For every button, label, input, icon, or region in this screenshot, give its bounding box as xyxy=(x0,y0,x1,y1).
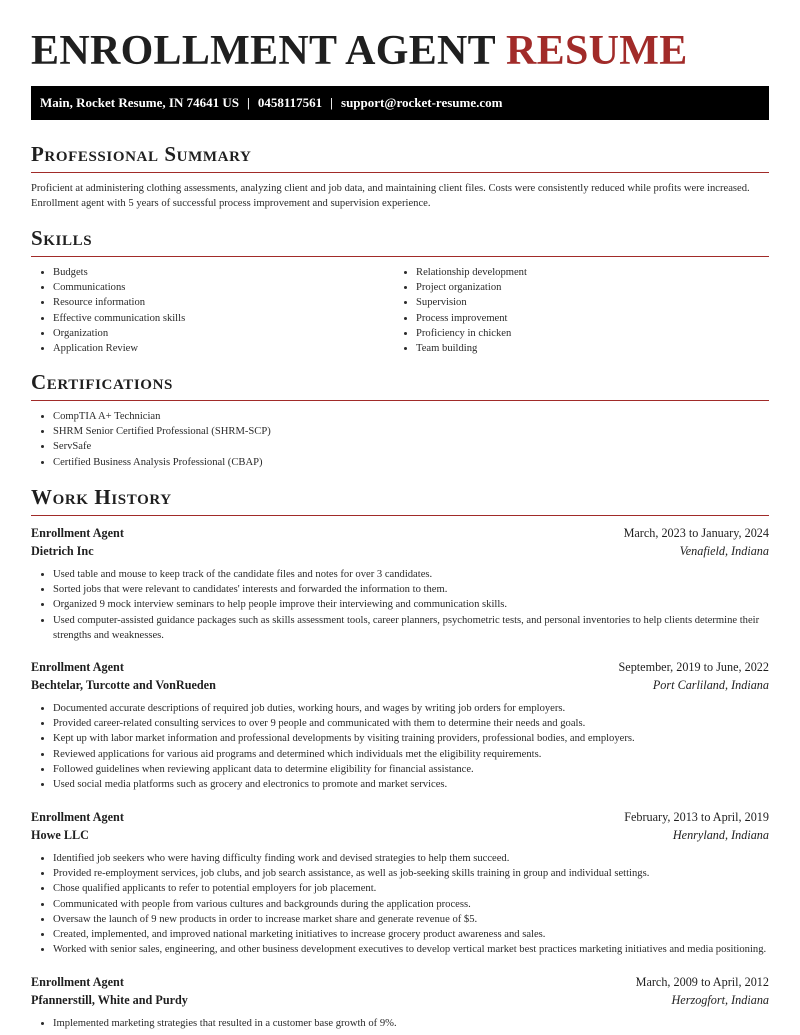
certification-item: • Certified Business Analysis Professional (CBAP) xyxy=(53,455,753,470)
job-bullet: • Sorted jobs that were relevant to candidates' interests and forwarded the information to them. xyxy=(53,582,769,597)
job-bullets xyxy=(31,701,769,792)
contact-address: Main, Rocket Resume, IN 74641 US xyxy=(40,95,239,110)
skills-list-left xyxy=(31,265,393,356)
certifications-heading: Certifications xyxy=(31,370,173,394)
job-bullet: • Used table and mouse to keep track of the candidate files and notes for over 3 candidates. xyxy=(53,567,769,582)
job-location: Port Carliland, Indiana xyxy=(652,678,769,692)
job-bullet: • Chose qualified applicants to refer to potential employers for job placement. xyxy=(53,881,791,896)
job-bullet: • Reviewed applications for various aid programs and determined which individuals met the eligibility requirements. xyxy=(53,747,769,762)
contact-phone: 0458117561 xyxy=(257,95,323,110)
summary-rule xyxy=(31,172,769,173)
job-employer: Pfannerstill, White and Purdy xyxy=(31,993,188,1007)
summary-heading: Professional Summary xyxy=(31,142,252,166)
skill-item: • Supervision xyxy=(416,295,756,310)
skill-item: • Relationship development xyxy=(416,265,756,280)
certifications-rule xyxy=(31,400,769,401)
contact-separator: | xyxy=(330,95,334,110)
job-bullet: • Documented accurate descriptions of required job duties, working hours, and wages by writing job orders for employers. xyxy=(53,701,769,716)
contact-separator: | xyxy=(246,95,250,110)
certification-item: • SHRM Senior Certified Professional (SHRM-SCP) xyxy=(53,424,753,439)
skill-item: • Project organization xyxy=(416,280,756,295)
resume-title xyxy=(31,27,688,75)
skill-item: • Budgets xyxy=(53,265,393,280)
job-dates: February, 2013 to April, 2019 xyxy=(624,810,769,824)
job-bullets xyxy=(31,567,769,643)
job-location: Herzogfort, Indiana xyxy=(671,993,769,1007)
job-title: Enrollment Agent xyxy=(31,975,124,989)
job-bullet: • Implemented marketing strategies that resulted in a customer base growth of 9%. xyxy=(53,1016,769,1031)
job-bullet: • Provided career-related consulting services to over 9 people and communicated with them to determine their needs and goals. xyxy=(53,716,769,731)
certification-item: • CompTIA A+ Technician xyxy=(53,409,753,424)
skill-item: • Effective communication skills xyxy=(53,311,393,326)
job-dates: March, 2023 to January, 2024 xyxy=(623,526,769,540)
work-history-rule xyxy=(31,515,769,516)
skills-heading: Skills xyxy=(31,226,93,250)
job-bullet: • Worked with senior sales, engineering, and other business development executives to develop vertical market best practices marketing initiatives and media positioning. xyxy=(53,942,791,957)
job-bullet: • Followed guidelines when reviewing applicant data to determine eligibility for financial assistance. xyxy=(53,762,769,777)
job-bullet: • Created, implemented, and improved national marketing initiatives to increase grocery product awareness and sales. xyxy=(53,927,791,942)
job-title: Enrollment Agent xyxy=(31,660,124,674)
skills-list-right xyxy=(394,265,756,356)
contact-email: support@rocket-resume.com xyxy=(341,95,503,110)
job-bullet: • Communicated with people from various cultures and backgrounds during the application process. xyxy=(53,897,791,912)
job-bullets xyxy=(31,851,791,957)
skill-item: • Organization xyxy=(53,326,393,341)
title-accent: RESUME xyxy=(506,28,688,74)
job-employer: Dietrich Inc xyxy=(31,544,94,558)
job-dates: March, 2009 to April, 2012 xyxy=(635,975,769,989)
certifications-list xyxy=(31,409,753,470)
summary-text: Proficient at administering clothing assessments, analyzing client and job data, and maintaining client files. Costs were consistently reduced while profits were increased. Enrollment agent with 5 years of successful process improvement and supervision experience. xyxy=(31,183,750,210)
contact-bar xyxy=(31,86,769,120)
job-bullet: • Identified job seekers who were having difficulty finding work and devised strategies to help them succeed. xyxy=(53,851,791,866)
job-bullet: • Provided re-employment services, job clubs, and job search assistance, as well as job-seeking skills training in group and individual settings. xyxy=(53,866,791,881)
skills-rule xyxy=(31,256,769,257)
job-location: Venafield, Indiana xyxy=(679,544,769,558)
skill-item: • Process improvement xyxy=(416,311,756,326)
certification-item: • ServSafe xyxy=(53,439,753,454)
work-history-heading: Work History xyxy=(31,485,172,509)
skill-item: • Team building xyxy=(416,341,756,356)
job-bullet: • Used social media platforms such as grocery and electronics to promote and market services. xyxy=(53,777,769,792)
job-bullet: • Kept up with labor market information and professional developments by visiting training providers, professional bodies, and employers. xyxy=(53,731,769,746)
job-employer: Howe LLC xyxy=(31,828,89,842)
job-title: Enrollment Agent xyxy=(31,810,124,824)
job-dates: September, 2019 to June, 2022 xyxy=(618,660,769,674)
job-bullet: • Used computer-assisted guidance packages such as skills assessment tools, career planners, psychometric tests, and personal inventories to help clients determine their strengths and weaknesses. xyxy=(53,613,769,643)
job-bullets xyxy=(31,1016,769,1031)
job-bullet: • Oversaw the launch of 9 new products in order to increase market share and generate revenue of $5. xyxy=(53,912,791,927)
title-main: ENROLLMENT AGENT xyxy=(31,28,496,74)
skill-item: • Resource information xyxy=(53,295,393,310)
skill-item: • Communications xyxy=(53,280,393,295)
skill-item: • Application Review xyxy=(53,341,393,356)
job-title: Enrollment Agent xyxy=(31,526,124,540)
job-employer: Bechtelar, Turcotte and VonRueden xyxy=(31,678,216,692)
job-bullet: • Organized 9 mock interview seminars to help people improve their interviewing and communication skills. xyxy=(53,597,769,612)
job-location: Henryland, Indiana xyxy=(672,828,769,842)
skill-item: • Proficiency in chicken xyxy=(416,326,756,341)
